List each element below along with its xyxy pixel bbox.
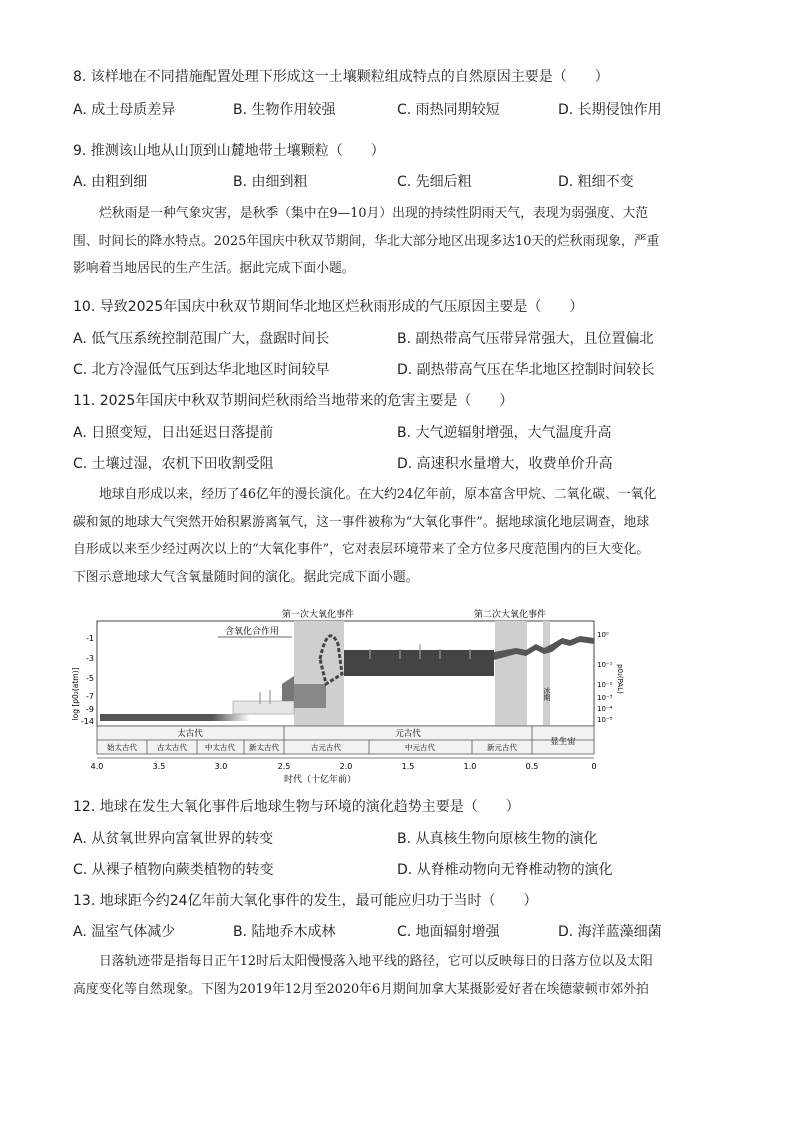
event2-label: 第二次大氧化事件 [473,610,547,620]
passage-line: 围、时间长的降水特点。2025年国庆中秋双节期间，华北大部分地区出现多达10天的烂秋雨现象，严重 [73,233,660,249]
passage-line: 下图示意地球大气含氧量随时间的演化。据此完成下面小题。 [73,569,419,585]
svg-text:太古代: 太古代 [177,729,203,739]
svg-text:新太古代: 新太古代 [249,743,279,752]
q10-option-c[interactable]: C. 北方冷湿低气压到达华北地区时间较早 [73,362,330,378]
q9-option-c[interactable]: C. 先细后粗 [397,174,472,190]
q11-option-c[interactable]: C. 土壤过湿，农机下田收割受阻 [73,456,274,472]
q9-option-a[interactable]: A. 由粗到细 [73,174,148,190]
svg-text:-14: -14 [80,717,94,726]
q8-option-a[interactable]: A. 成土母质差异 [73,102,176,118]
passage-line: 碳和氮的地球大气突然开始积累游离氧气，这一事件被称为“大氧化事件”。据地球演化地层调查，地球 [73,514,650,530]
passage-sunset-trail [73,948,723,1003]
svg-text:1.5: 1.5 [401,762,415,771]
q10-option-b[interactable]: B. 副热带高气压带异常强大，且位置偏北 [397,331,654,347]
svg-text:10⁻⁴: 10⁻⁴ [597,705,613,713]
q10-option-d[interactable]: D. 副热带高气压在华北地区控制时间较长 [397,362,655,378]
q11-option-b[interactable]: B. 大气逆辐射增强，大气温度升高 [397,425,612,441]
q12-option-d[interactable]: D. 从脊椎动物向无脊椎动物的演化 [397,862,613,878]
svg-text:元古代: 元古代 [395,729,421,739]
pre-event-oxygen-level [233,701,294,714]
svg-text:2.5: 2.5 [277,762,291,771]
passage-rotten-autumn-rain [73,200,723,283]
svg-text:10⁻⁵: 10⁻⁵ [597,716,613,724]
svg-text:3.0: 3.0 [214,762,228,771]
event1-oxygen-block [294,684,326,708]
svg-text:新元古代: 新元古代 [487,743,517,752]
q12-option-c[interactable]: C. 从裸子植物向蕨类植物的转变 [73,862,274,878]
svg-text:-1: -1 [86,634,94,643]
svg-text:10⁻³: 10⁻³ [597,694,613,702]
passage-line: 日落轨迹带是指每日正午12时后太阳慢慢落入地平线的路径，它可以反映每日的日落方位以及太阳 [99,954,653,969]
oxygen-evolution-figure [70,604,624,794]
glaciation-band [543,621,550,726]
q11-option-d[interactable]: D. 高速积水量增大，收费单价升高 [397,456,613,472]
q12-option-b[interactable]: B. 从真核生物向原核生物的演化 [397,831,598,847]
passage-line: 地球自形成以来，经历了46亿年的漫长演化。在大约24亿年前，原本富含甲烷、二氧化碳、一氧化 [99,487,657,502]
svg-text:3.5: 3.5 [152,762,166,771]
y-right-ticks [597,631,613,724]
svg-text:-9: -9 [86,705,94,714]
q13-option-a[interactable]: A. 温室气体减少 [73,924,176,940]
proterozoic-oxygen-plateau [344,650,494,676]
svg-text:2.0: 2.0 [339,762,353,771]
svg-text:古元古代: 古元古代 [311,743,341,752]
passage-line: 烂秋雨是一种气象灾害，是秋季（集中在9—10月）出现的持续性阴雨天气，表现为弱强度、大范 [99,206,649,221]
archean-oxygen-bar [100,714,250,721]
event1-band [294,621,344,726]
question-12-stem: 12. 地球在发生大氧化事件后地球生物与环境的演化趋势主要是（ ） [73,799,520,815]
q13-option-b[interactable]: B. 陆地乔木成林 [233,924,336,940]
question-13-stem: 13. 地球距今约24亿年前大氧化事件的发生，最可能应归功于当时（ ） [73,893,538,909]
svg-text:中太古代: 中太古代 [205,743,235,752]
passage-line: 自形成以来至少经过两次以上的“大氧化事件”，它对表层环境带来了全方位多尺度范围内的巨大变化。 [73,542,650,557]
svg-text:0: 0 [591,762,597,771]
y-left-label: log [p0₂(atm)] [71,667,80,721]
y-right-label: p0₂(PAL) [616,664,624,694]
passage-line: 高度变化等自然现象。下图为2019年12月至2020年6月期间加拿大某摄影爱好者在埃德蒙顿市郊外拍 [73,981,649,997]
svg-text:显生宙: 显生宙 [550,737,576,747]
svg-text:始太古代: 始太古代 [107,743,137,752]
x-axis-ticks [91,762,597,771]
q13-option-c[interactable]: C. 地面辐射增强 [397,924,500,940]
x-axis-label: 时代（十亿年前） [283,775,357,785]
svg-text:-5: -5 [86,674,94,683]
question-10-stem: 10. 导致2025年国庆中秋双节期间华北地区烂秋雨形成的气压原因主要是（ ） [73,299,584,315]
passage-line: 影响着当地居民的生产生活。据此完成下面小题。 [73,261,355,276]
svg-text:-3: -3 [86,654,94,663]
event2-band [495,621,527,726]
svg-text:10⁻²: 10⁻² [597,681,613,689]
q12-option-a[interactable]: A. 从贫氧世界向富氧世界的转变 [73,831,274,847]
svg-text:10⁻¹: 10⁻¹ [597,661,613,669]
q10-option-a[interactable]: A. 低气压系统控制范围广大，盘踞时间长 [73,331,330,347]
q8-option-d[interactable]: D. 长期侵蚀作用 [558,102,662,118]
q8-option-b[interactable]: B. 生物作用较强 [233,102,336,118]
passage-great-oxidation [73,481,723,591]
svg-text:10⁰: 10⁰ [597,631,609,639]
question-11-stem: 11. 2025年国庆中秋双节期间烂秋雨给当地带来的危害主要是（ ） [73,393,514,409]
svg-text:中元古代: 中元古代 [405,743,435,752]
svg-text:-7: -7 [86,692,94,701]
glaciation-label: 冰期 [543,687,551,701]
y-left-ticks [81,634,94,726]
q9-option-b[interactable]: B. 由细到粗 [233,174,308,190]
q11-option-a[interactable]: A. 日照变短，日出延迟日落提前 [73,425,274,441]
svg-text:0.5: 0.5 [525,762,539,771]
svg-text:1.0: 1.0 [463,762,477,771]
q8-option-c[interactable]: C. 雨热同期较短 [397,102,500,118]
q9-option-d[interactable]: D. 粗细不变 [558,174,634,190]
q13-option-d[interactable]: D. 海洋蓝藻细菌 [558,924,662,940]
svg-text:古太古代: 古太古代 [157,743,187,752]
question-9-stem: 9. 推测该山地从山顶到山麓地带土壤颗粒（ ） [73,143,385,159]
event1-label: 第一次大氧化事件 [281,610,355,620]
svg-text:4.0: 4.0 [90,762,104,771]
question-8-stem: 8. 该样地在不同措施配置处理下形成这一土壤颗粒组成特点的自然原因主要是（ ） [73,69,609,85]
annotation-label: 含氧化合作用 [224,627,280,637]
